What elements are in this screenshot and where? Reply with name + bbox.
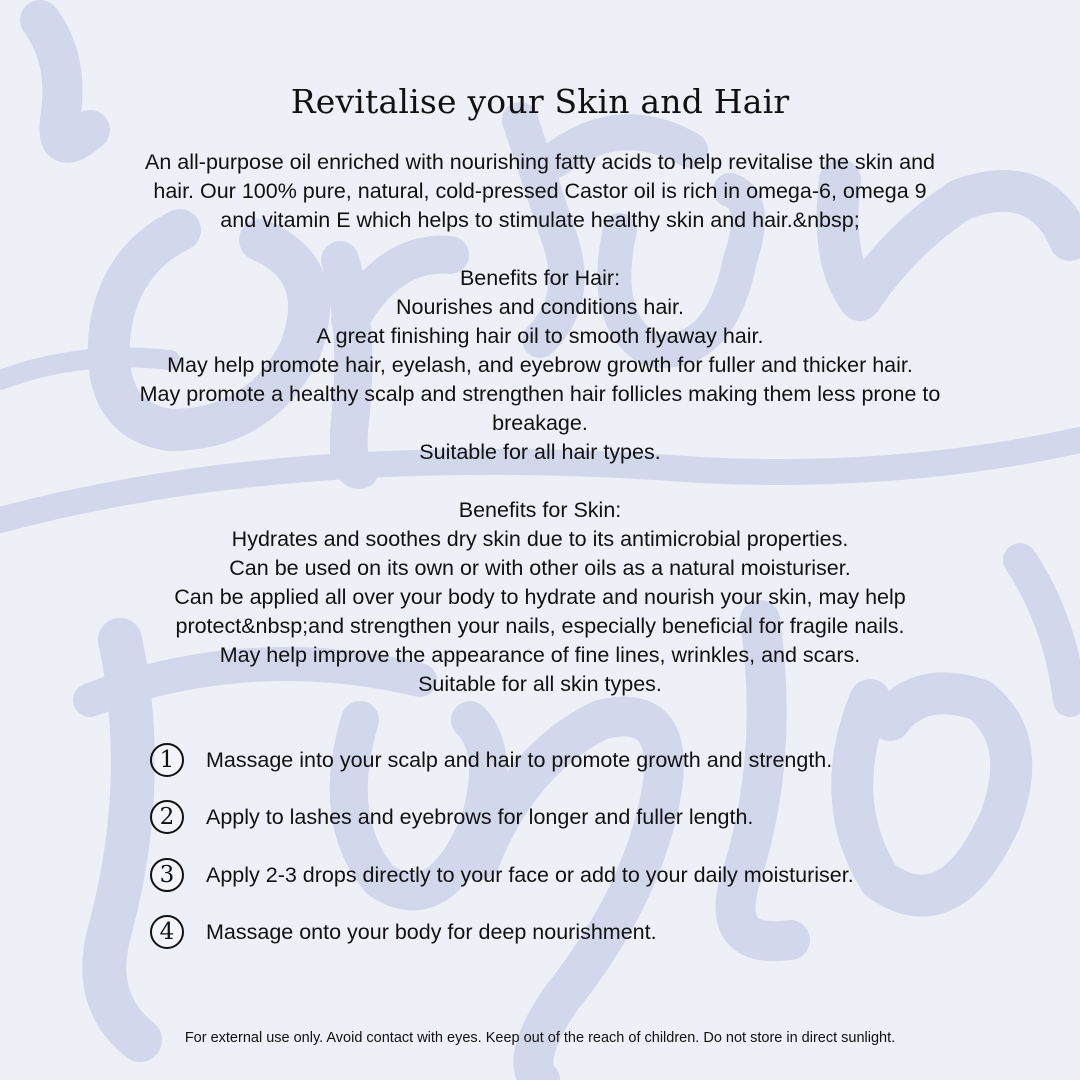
skin-benefit-line: Can be used on its own or with other oils as a natural moisturiser. (229, 556, 851, 580)
step-number-badge: 1 (150, 743, 184, 777)
description-block (60, 148, 1020, 699)
step-number-badge: 4 (150, 915, 184, 949)
hair-benefit-line: May help promote hair, eyelash, and eyebrow growth for fuller and thicker hair. (167, 353, 913, 377)
skin-benefit-line: protect&nbsp;and strengthen your nails, especially beneficial for fragile nails. (175, 614, 905, 638)
skin-benefit-line: Can be applied all over your body to hydrate and nourish your skin, may help (174, 585, 906, 609)
step-number-badge: 2 (150, 800, 184, 834)
skin-benefits-heading: Benefits for Skin: (458, 498, 622, 522)
usage-step (150, 855, 854, 895)
hair-benefit-line: Nourishes and conditions hair. (395, 295, 685, 319)
skin-benefit-line: Hydrates and soothes dry skin due to its antimicrobial properties. (231, 527, 849, 551)
usage-step (150, 797, 753, 837)
skin-benefit-line: Suitable for all skin types. (418, 672, 662, 696)
hair-benefit-line: A great finishing hair oil to smooth flyaway hair. (316, 324, 764, 348)
intro-line: hair. Our 100% pure, natural, cold-pressed Castor oil is rich in omega-6, omega 9 (153, 179, 927, 203)
hair-benefit-line: Suitable for all hair types. (419, 440, 661, 464)
page-title: Revitalise your Skin and Hair (290, 82, 790, 121)
usage-step (150, 740, 832, 780)
hair-benefit-line: May promote a healthy scalp and strengthen hair follicles making them less prone to (139, 382, 941, 406)
step-text: Apply 2-3 drops directly to your face or add to your daily moisturiser. (206, 862, 854, 887)
skin-benefit-line: May help improve the appearance of fine lines, wrinkles, and scars. (219, 643, 861, 667)
safety-disclaimer: For external use only. Avoid contact with eyes. Keep out of the reach of children. Do not store in direct sunlight. (184, 1030, 896, 1046)
step-number-badge: 3 (150, 858, 184, 892)
intro-line: and vitamin E which helps to stimulate healthy skin and hair.&nbsp; (220, 208, 860, 232)
step-text: Massage into your scalp and hair to promote growth and strength. (206, 747, 833, 772)
usage-step (150, 912, 657, 952)
step-text: Apply to lashes and eyebrows for longer and fuller length. (206, 804, 754, 829)
hair-benefit-line: breakage. (492, 411, 588, 435)
hair-benefits-heading: Benefits for Hair: (459, 266, 621, 290)
step-text: Massage onto your body for deep nourishment. (206, 919, 657, 944)
intro-line: An all-purpose oil enriched with nourishing fatty acids to help revitalise the skin and (145, 150, 935, 174)
